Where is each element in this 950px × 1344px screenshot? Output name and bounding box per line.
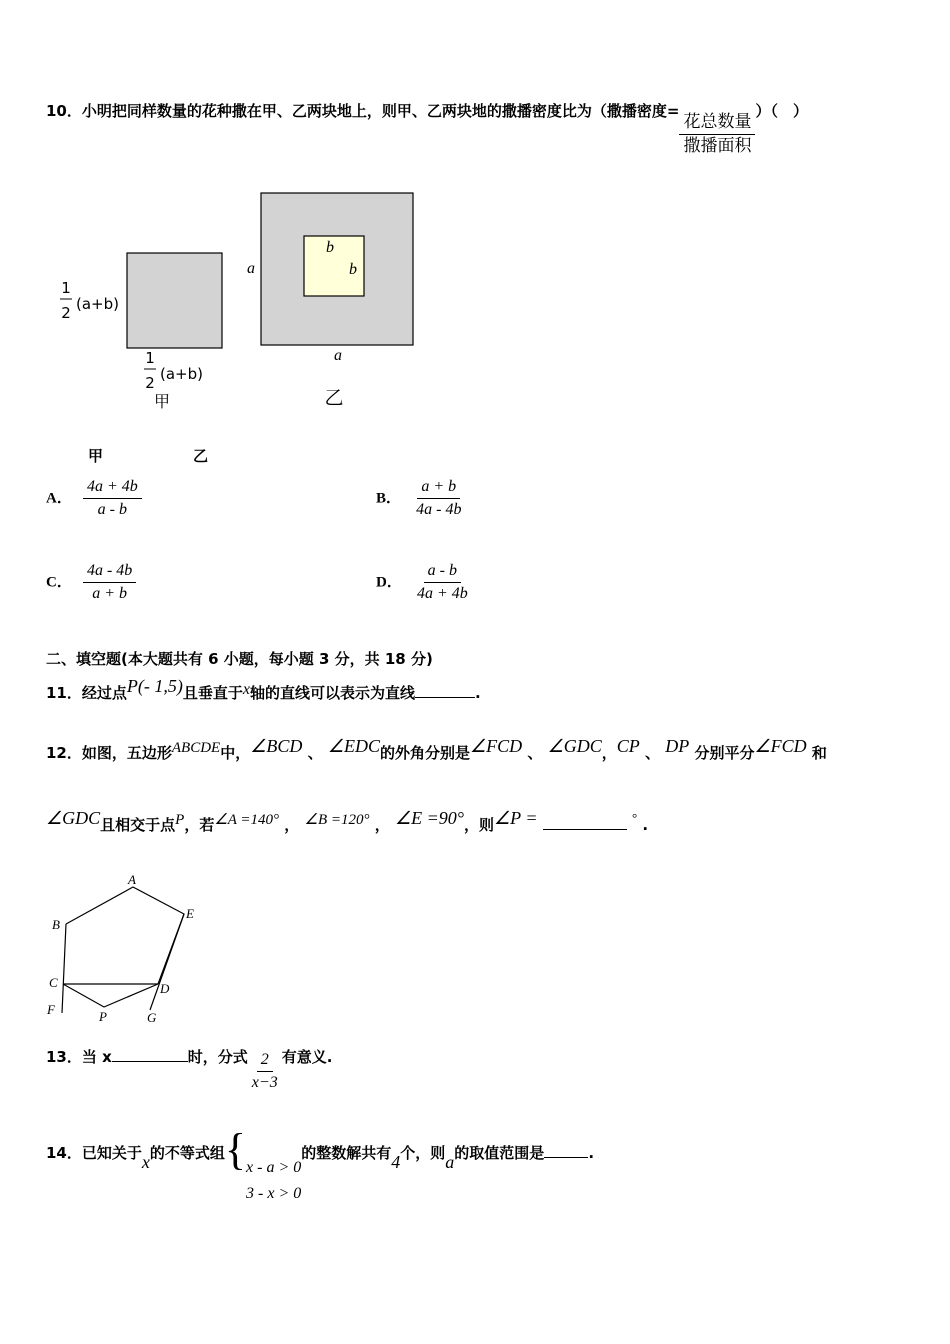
point-p: P(- 1,5) xyxy=(126,676,183,696)
fraction-numerator: a + b xyxy=(417,478,460,499)
yi-side-bottom: a xyxy=(334,347,342,364)
jia-side-bottom-expr: (a+b) xyxy=(160,365,203,383)
question-text: 经过点 xyxy=(81,684,127,702)
math-count: 4 xyxy=(391,1152,401,1172)
fraction-denominator: x−3 xyxy=(251,1073,278,1091)
question-text: 小明把同样数量的花种撒在甲、乙两块地上，则甲、乙两块地的撒播密度比为（撒播密度= xyxy=(81,102,680,120)
math-angle: ∠GDC xyxy=(547,736,602,756)
option-a[interactable] xyxy=(46,478,142,518)
question-text: . xyxy=(475,684,481,702)
math-segment: CP xyxy=(616,736,640,756)
question-12-line2 xyxy=(46,808,648,835)
question-text: 已知关于 xyxy=(81,1144,142,1162)
degree-sign: ° xyxy=(631,810,638,825)
bisectors-cp-dp xyxy=(63,984,158,1007)
question-14 xyxy=(46,1125,595,1206)
question-text: 的不等式组 xyxy=(149,1144,225,1162)
question-text: 分别平分 xyxy=(694,744,755,762)
option-fraction xyxy=(412,478,465,518)
question-text: 且相交于点 xyxy=(100,816,176,834)
question-13 xyxy=(46,1046,332,1091)
density-fraction xyxy=(679,113,755,155)
condition-e: ∠E =90° xyxy=(395,808,464,828)
caption-jia: 甲 xyxy=(88,447,104,465)
question-text: 个，则 xyxy=(400,1144,446,1162)
question-text: 有意义. xyxy=(281,1048,333,1066)
option-fraction xyxy=(83,562,136,602)
yi-name: 乙 xyxy=(324,387,344,409)
question-ask: ∠P = xyxy=(494,808,538,828)
question-text: 时，分式 xyxy=(187,1048,248,1066)
question-text: 和 xyxy=(811,744,827,762)
fraction-numerator: a - b xyxy=(424,562,461,583)
option-letter: A． xyxy=(46,490,72,507)
fraction-denominator: a + b xyxy=(92,584,127,602)
question-text: ，则 xyxy=(464,816,495,834)
question-text: 当 x xyxy=(81,1048,112,1066)
answer-blank[interactable] xyxy=(112,1061,188,1062)
option-letter: D． xyxy=(376,574,402,591)
question-text: 中， xyxy=(220,744,251,762)
label-a: A xyxy=(128,872,136,887)
question-number: 13． xyxy=(46,1048,82,1066)
inequality-2: 3 - x > 0 xyxy=(246,1184,302,1202)
math-angle: ∠FCD xyxy=(754,736,807,756)
caption-yi: 乙 xyxy=(193,447,209,465)
fraction-numerator: 2 xyxy=(257,1051,273,1072)
question-text: ，若 xyxy=(184,816,215,834)
pentagon-figure xyxy=(40,868,210,1033)
math-angle: ∠EDC xyxy=(327,736,380,756)
axis-var: x xyxy=(242,681,250,698)
fraction-numerator: 4a - 4b xyxy=(83,562,136,583)
label-e: E xyxy=(186,906,194,921)
question-text: . xyxy=(588,1144,595,1162)
question-number: 11． xyxy=(46,684,82,702)
question-text: 如图，五边形 xyxy=(81,744,172,762)
fraction-numerator: 4a + 4b xyxy=(83,478,142,499)
label-g: G xyxy=(147,1010,157,1025)
answer-blank[interactable] xyxy=(415,697,475,698)
answer-blank[interactable] xyxy=(544,1157,588,1158)
question-text: . xyxy=(642,816,649,834)
fraction xyxy=(248,1051,282,1091)
condition-a: ∠A =140° xyxy=(214,812,280,828)
fraction-denominator: 4a - 4b xyxy=(416,500,462,518)
inequality-1: x - a > 0 xyxy=(246,1159,302,1176)
extension-bf xyxy=(62,924,66,1013)
question-10 xyxy=(46,100,808,155)
fraction-denominator: a - b xyxy=(97,500,127,518)
question-text: 、 xyxy=(645,744,661,762)
math-polygon: ABCDE xyxy=(171,740,221,756)
question-text: ， xyxy=(601,744,617,762)
jia-square xyxy=(127,253,222,348)
jia-side-bottom-den: 2 xyxy=(145,374,155,392)
jia-side-left-num: 1 xyxy=(61,279,71,297)
option-letter: B． xyxy=(376,490,402,507)
label-p: P xyxy=(99,1009,107,1024)
jia-side-left-expr: (a+b) xyxy=(76,295,119,313)
question-tail: ）（ ） xyxy=(755,102,808,120)
fraction-denominator: 4a + 4b xyxy=(416,584,468,602)
math-var: x xyxy=(141,1152,150,1172)
yi-side-left: a xyxy=(247,260,255,277)
math-angle: ∠FCD xyxy=(470,736,523,756)
section-title: 二、填空题(本大题共有 6 小题，每小题 3 分，共 18 分) xyxy=(46,650,433,668)
math-angle: ∠BCD xyxy=(250,736,303,756)
question-text: ， xyxy=(374,816,390,834)
q10-figure xyxy=(50,185,430,415)
question-text: 轴的直线可以表示为直线 xyxy=(250,684,416,702)
question-text: 且垂直于 xyxy=(182,684,243,702)
label-f: F xyxy=(47,1002,55,1017)
question-text: 的整数解共有 xyxy=(301,1144,392,1162)
question-text: 、 xyxy=(307,744,323,762)
inequality-system xyxy=(246,1155,301,1206)
question-11 xyxy=(46,676,481,703)
math-angle: ∠GDC xyxy=(46,808,101,828)
question-number: 12． xyxy=(46,744,82,762)
question-text: 的取值范围是 xyxy=(454,1144,545,1162)
math-var: a xyxy=(445,1152,455,1172)
question-text: 的外角分别是 xyxy=(380,744,471,762)
jia-side-bottom-num: 1 xyxy=(145,349,155,367)
jia-side-left-den: 2 xyxy=(61,304,71,322)
system-brace: { xyxy=(224,1125,247,1174)
pentagon-edges xyxy=(66,887,184,984)
question-number: 10． xyxy=(46,102,82,120)
option-b[interactable] xyxy=(376,478,465,518)
jia-name: 甲 xyxy=(153,392,171,411)
fraction-denominator: 撒播面积 xyxy=(683,135,752,155)
option-fraction xyxy=(413,562,472,602)
question-text: ， xyxy=(284,816,300,834)
fraction-numerator: 花总数量 xyxy=(679,113,755,135)
yi-inner-top: b xyxy=(326,239,334,256)
question-12 xyxy=(46,736,827,763)
math-segment: DP xyxy=(665,736,690,756)
option-letter: C． xyxy=(46,574,72,591)
condition-b: ∠B =120° xyxy=(304,812,370,828)
question-text: 、 xyxy=(527,744,543,762)
label-b: B xyxy=(52,917,60,932)
math-point: P xyxy=(175,812,185,828)
yi-inner-right: b xyxy=(349,261,357,278)
option-fraction xyxy=(83,478,142,518)
answer-blank[interactable] xyxy=(543,829,627,830)
label-d: D xyxy=(160,981,170,996)
option-c[interactable] xyxy=(46,562,136,602)
label-c: C xyxy=(49,975,58,990)
option-d[interactable] xyxy=(376,562,472,602)
question-number: 14． xyxy=(46,1144,82,1162)
